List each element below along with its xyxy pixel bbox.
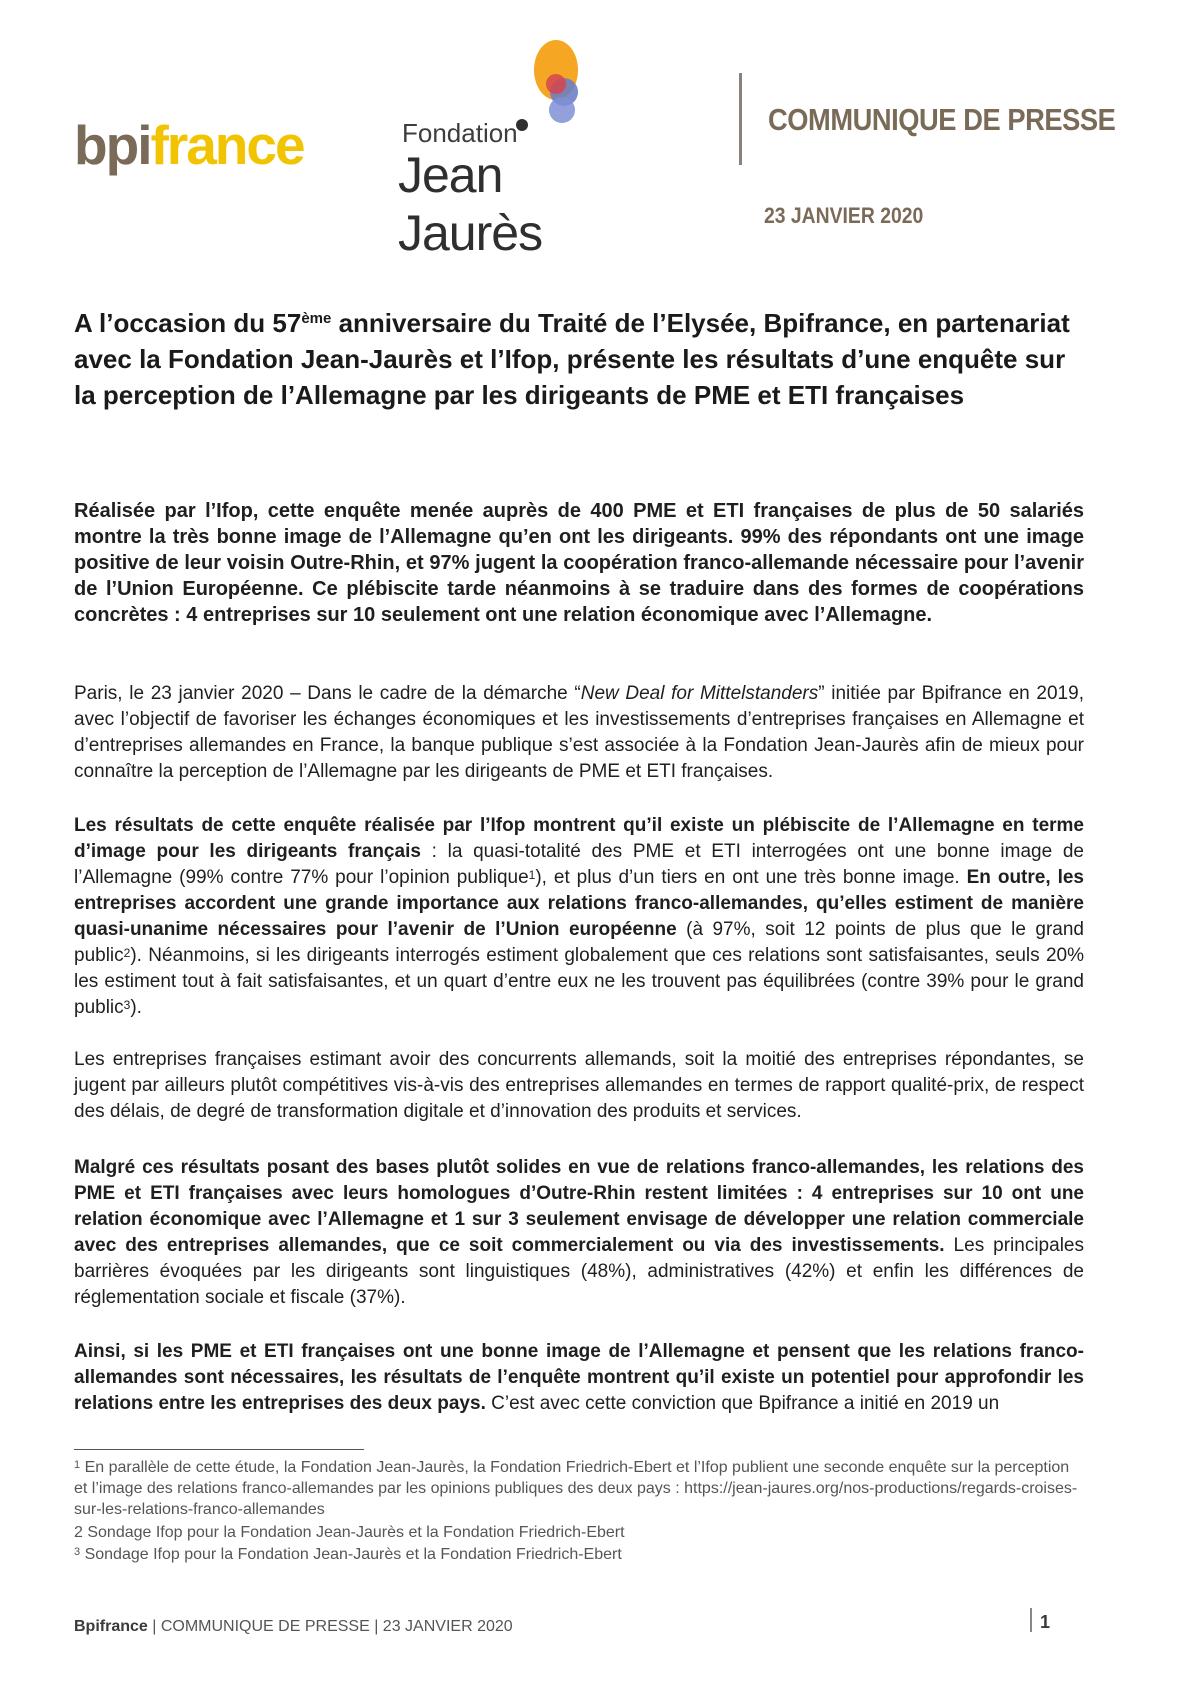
- footnote-1-text: En parallèle de cette étude, la Fondation Jean-Jaurès, la Fondation Friedrich-Ebert et l’Ifop publient une seconde enquête sur la perception et l’image des relations franco-allemandes par les opinions publiques des deux pays : https://jean-jaures.org/nos-productions/regards-croises-sur-les-relations-franco-allemandes: [74, 1459, 1078, 1518]
- logo-jean-jaures-text: Jean Jaurès: [398, 147, 543, 261]
- p2-text-3: (à 97%, soit 12 points de plus que le grand public: [74, 919, 1084, 966]
- fondation-jean-jaures-logo: [398, 40, 638, 261]
- p4-text: Les principales barrières évoquées par les dirigeants sont linguistiques (48%), administratives (42%) et enfin les différences de réglementation sociale et fiscale (37%).: [74, 1235, 1084, 1308]
- press-release-title: COMMUNIQUE DE PRESSE: [768, 102, 1116, 137]
- footer-brand: Bpifrance: [74, 1618, 148, 1635]
- footnote-separator: [74, 1449, 364, 1450]
- header-divider: [739, 73, 742, 165]
- footnote-ref-2[interactable]: 2: [123, 946, 131, 960]
- p5-text: C’est avec cette conviction que Bpifrance a initié en 2019 un: [485, 1393, 1000, 1414]
- p2-text-5: ).: [130, 997, 142, 1018]
- logo-fondation-text: Fondation: [402, 118, 518, 148]
- footnote-1: [74, 1457, 1084, 1520]
- footnote-ref-1[interactable]: 1: [528, 868, 536, 882]
- press-release-date: 23 JANVIER 2020: [764, 203, 924, 228]
- footnote-3: [74, 1544, 1084, 1565]
- headline-part2: anniversaire du Traité de l’Elysée, Bpifrance, en partenariat avec la Fondation Jean-Jaurès et l’Ifop, présente les résultats d’une enquête sur la perception de l’Allemagne par les dirigeants de PME et ETI françaises: [74, 308, 1070, 410]
- bpifrance-logo: [74, 114, 304, 176]
- page-footer: [74, 1618, 513, 1636]
- p2-bold-1: Les résultats de cette enquête réalisée par l’Ifop montrent qu’il existe un plébiscite de l’Allemagne en terme d’image pour les dirigeants français: [74, 815, 1084, 862]
- lead-paragraph: Réalisée par l’Ifop, cette enquête menée auprès de 400 PME et ETI françaises de plus de 50 salariés montre la très bonne image de l’Allemagne qu’en ont les dirigeants. 99% des répondants ont une image positive de leur voisin Outre-Rhin, et 97% jugent la coopération franco-allemande nécessaire pour l’avenir de l’Union Européenne. Ce plébiscite tarde néanmoins à se traduire dans des formes de coopérations concrètes : 4 entreprises sur 10 seulement ont une relation économique avec l’Allemagne.: [74, 500, 1084, 626]
- page-number: 1: [1040, 1612, 1051, 1632]
- p2-text-4: ). Néanmoins, si les dirigeants interrogés estiment globalement que ces relations sont satisfaisantes, seuls 20% les estiment tout à fait satisfaisantes, et un quart d’entre eux ne les trouvent pas équilibrées (contre 39% pour le grand public: [74, 945, 1084, 1018]
- bpifrance-logo-yellow: france: [150, 114, 304, 176]
- headline: [74, 305, 1094, 413]
- bpifrance-logo-dark: bpi: [74, 114, 151, 176]
- p2-text-1: : la quasi-totalité des PME et ETI interrogées ont une bonne image de l’Allemagne (99% contre 77% pour l’opinion publique: [74, 841, 1084, 888]
- paragraph-4: [74, 1155, 1084, 1311]
- p2-text-2: ), et plus d’un tiers en ont une très bonne image.: [535, 867, 967, 888]
- p5-bold: Ainsi, si les PME et ETI françaises ont une bonne image de l’Allemagne et pensent que les relations franco-allemandes sont nécessaires, les résultats de l’enquête montrent qu’il existe un potentiel pour approfondir les relations entre les entreprises des deux pays.: [74, 1341, 1084, 1414]
- p2-bold-2: En outre, les entreprises accordent une grande importance aux relations franco-allemandes, qu’elles estiment de manière quasi-unanime nécessaires pour l’avenir de l’Union européenne: [74, 867, 1084, 940]
- headline-part1: A l’occasion du 57: [74, 308, 302, 338]
- headline-sup: ème: [301, 310, 332, 327]
- logo-dots-icon: [506, 40, 586, 150]
- paragraph-1: [74, 681, 1084, 785]
- p4-bold: Malgré ces résultats posant des bases plutôt solides en vue de relations franco-allemandes, les relations des PME et ETI françaises avec leurs homologues d’Outre-Rhin restent limitées : 4 entreprises sur 10 ont une relation économique avec l’Allemagne et 1 sur 3 seulement envisage de développer une relation commerciale avec des entreprises allemandes, que ce soit commercialement ou via des investissements.: [74, 1157, 1084, 1256]
- p1-text-b: ” initiée par Bpifrance en 2019, avec l’objectif de favoriser les échanges économiques et les investissements d’entreprises françaises en Allemagne et d’entreprises allemandes en France, la banque publique s’est associée à la Fondation Jean-Jaurès afin de mieux pour connaître la perception de l’Allemagne par les dirigeants de PME et ETI françaises.: [74, 683, 1084, 782]
- p1-italic: New Deal for Mittelstanders: [580, 683, 819, 704]
- footnote-1-number: 1: [74, 1459, 81, 1471]
- paragraph-3: Les entreprises françaises estimant avoir des concurrents allemands, soit la moitié des entreprises répondantes, se jugent par ailleurs plutôt compétitives vis-à-vis des entreprises allemandes en termes de rapport qualité-prix, de respect des délais, de degré de transformation digitale et d’innovation des produits et services.: [74, 1049, 1084, 1122]
- paragraph-5: [74, 1339, 1084, 1417]
- page-number-divider: [1030, 1608, 1032, 1632]
- footnote-ref-3[interactable]: 3: [123, 998, 131, 1012]
- footnote-3-number: 3: [74, 1546, 81, 1558]
- p1-text-a: Paris, le 23 janvier 2020 – Dans le cadre de la démarche “: [74, 683, 581, 704]
- footnote-2: 2 Sondage Ifop pour la Fondation Jean-Jaurès et la Fondation Friedrich-Ebert: [74, 1524, 625, 1541]
- footer-text: | COMMUNIQUE DE PRESSE | 23 JANVIER 2020: [147, 1618, 513, 1635]
- paragraph-2: [74, 813, 1084, 1021]
- footnote-3-text: Sondage Ifop pour la Fondation Jean-Jaurès et la Fondation Friedrich-Ebert: [80, 1546, 622, 1563]
